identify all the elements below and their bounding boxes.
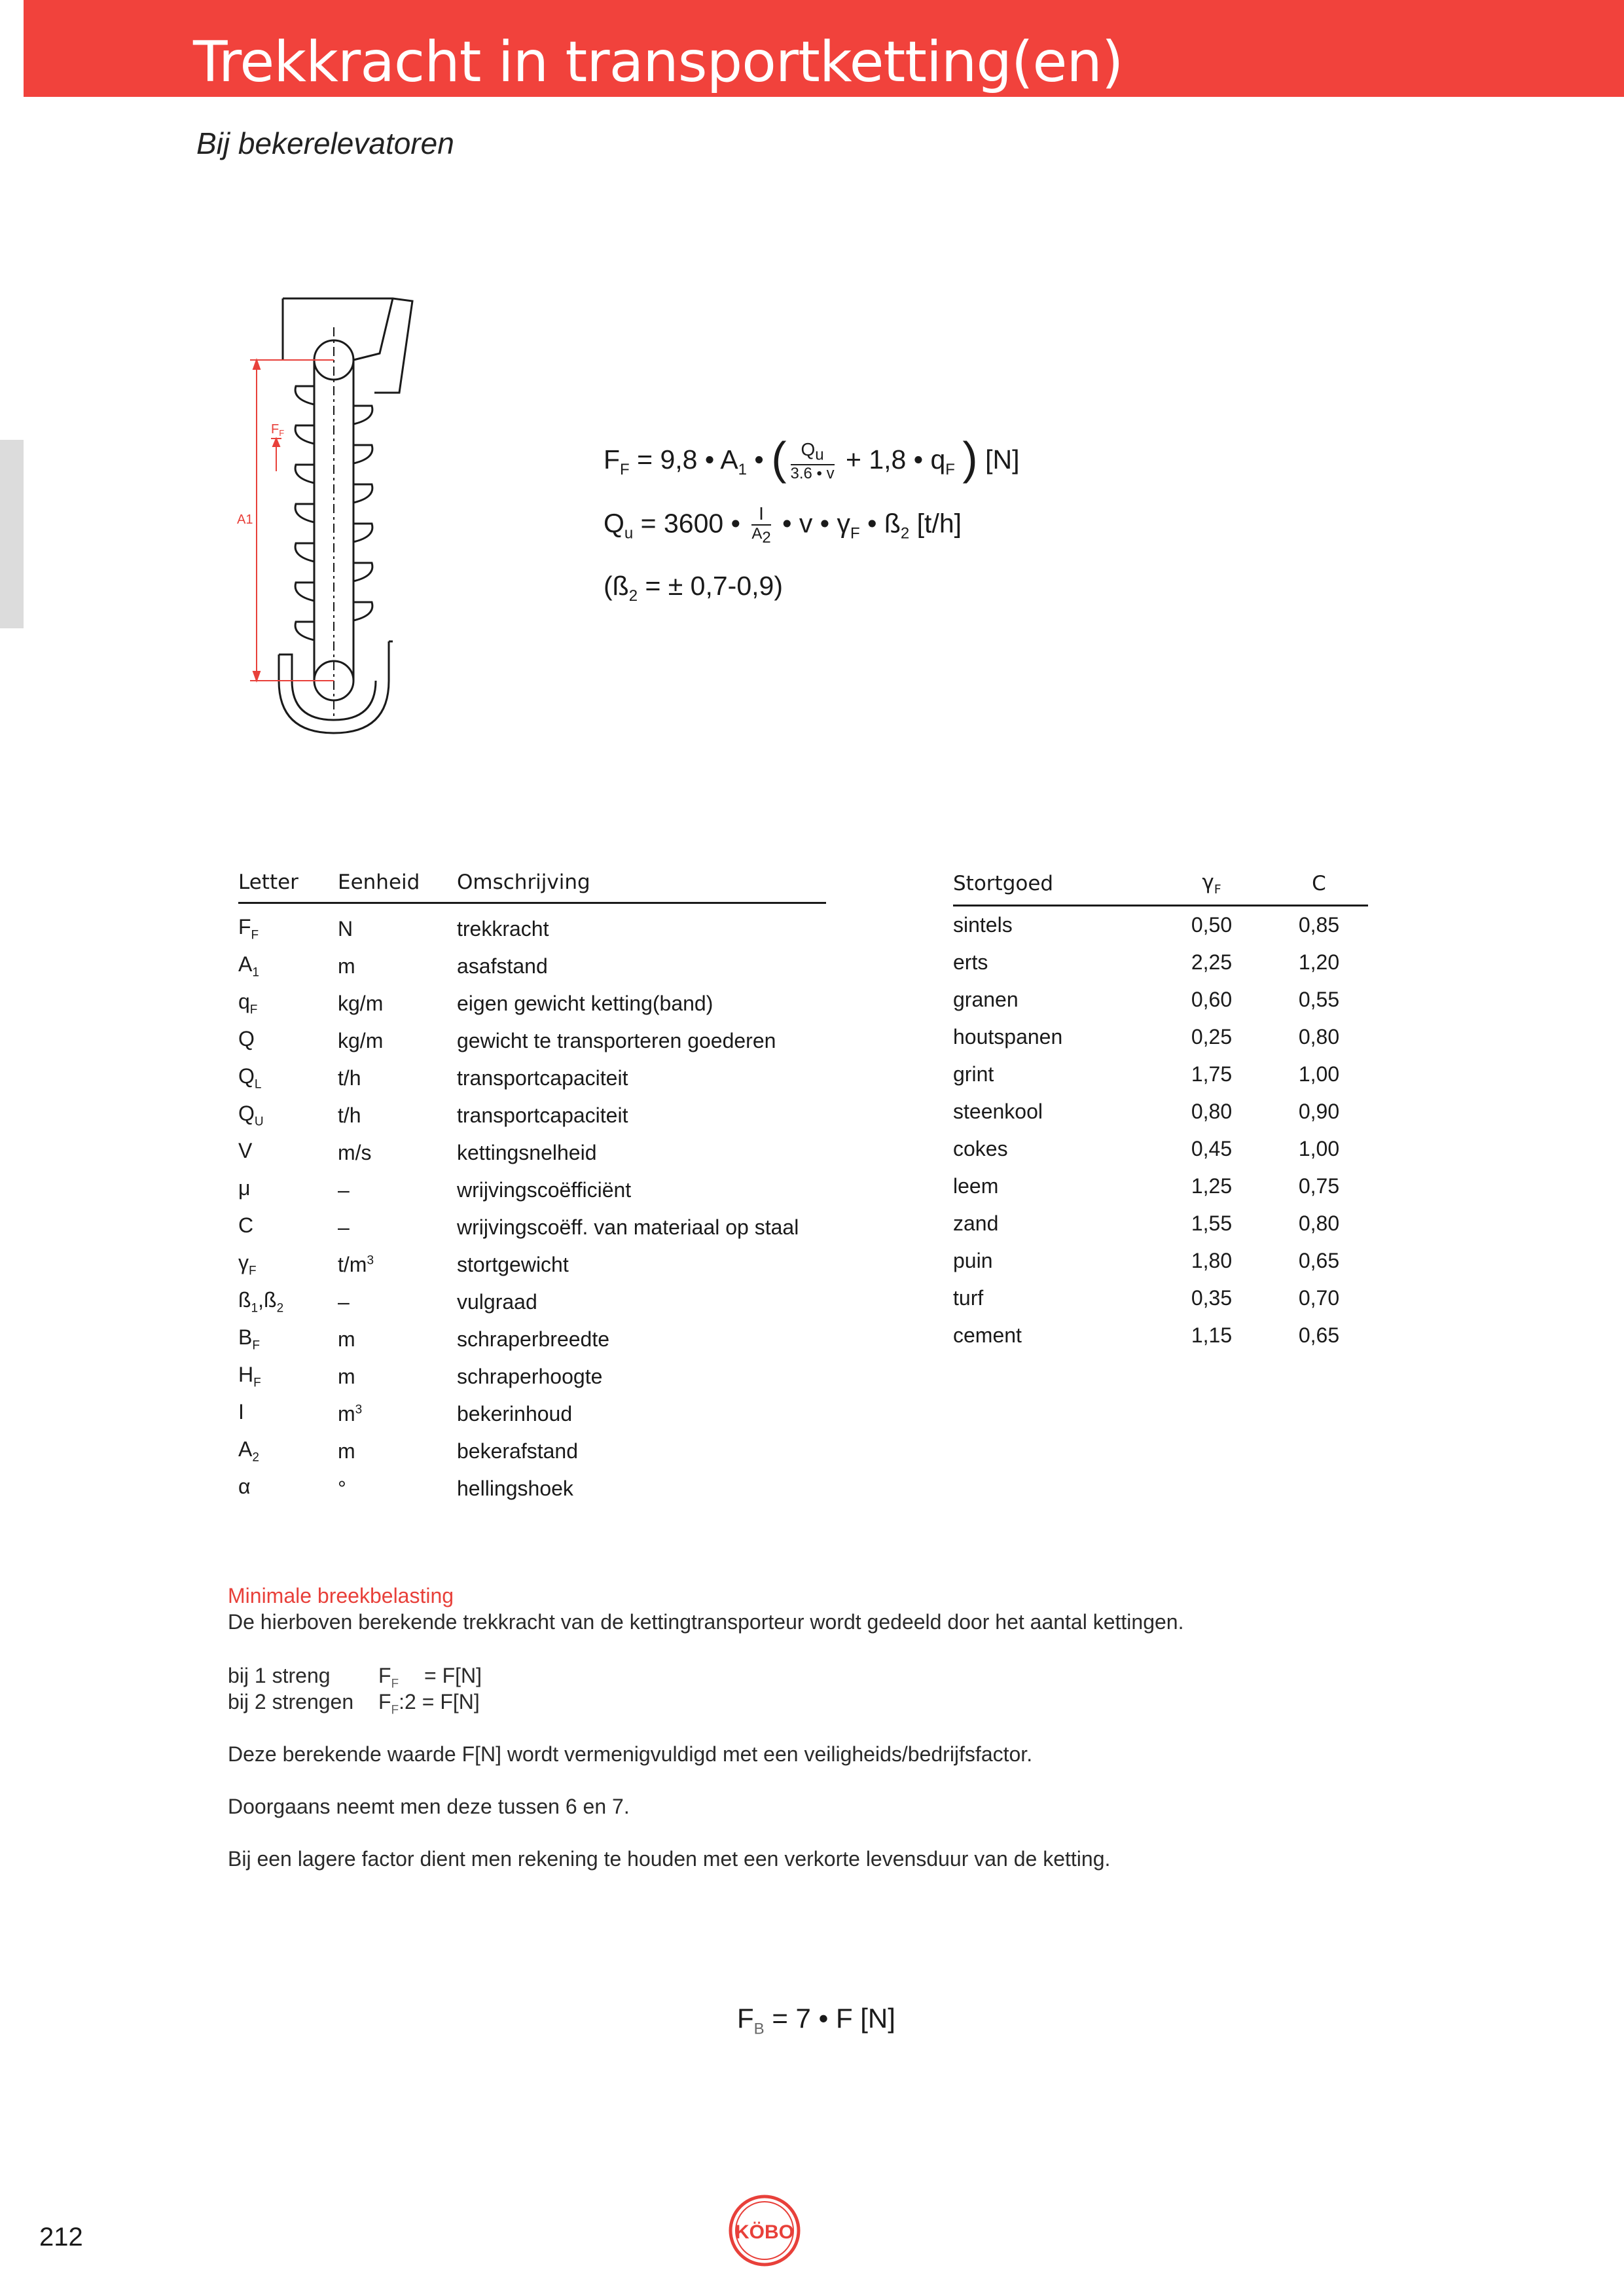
gamma-cell: 1,75 bbox=[1191, 1062, 1233, 1086]
double-strand-line: bij 2 strengen $F_F:2 = F[N]$ bbox=[228, 1690, 480, 1717]
materials-table bbox=[953, 870, 1368, 1354]
ff-label: $F_F$ bbox=[271, 422, 285, 438]
material-cell: cokes bbox=[953, 1137, 1008, 1161]
letter-cell: $B_F$ bbox=[238, 1325, 260, 1353]
breaking-load-formula: $F_B = 7$ • F [N] bbox=[737, 2003, 895, 2038]
description-cell: bekerinhoud bbox=[457, 1402, 573, 1426]
section-title: Minimale breekbelasting bbox=[228, 1584, 454, 1607]
a1-label: A1 bbox=[237, 512, 253, 527]
table-row bbox=[953, 1317, 1368, 1354]
table-row bbox=[953, 944, 1368, 981]
description-cell: schraperbreedte bbox=[457, 1327, 610, 1351]
table-row bbox=[238, 1246, 826, 1283]
unit-cell: – bbox=[338, 1290, 350, 1314]
unit-cell: t/h bbox=[338, 1066, 361, 1090]
letter-cell: $ß_1,ß_2$ bbox=[238, 1288, 284, 1316]
table-row bbox=[238, 1321, 826, 1358]
gamma-cell: 0,35 bbox=[1191, 1286, 1233, 1310]
gamma-cell: 0,50 bbox=[1191, 913, 1233, 937]
buckets-left bbox=[295, 386, 314, 640]
material-cell: granen bbox=[953, 988, 1019, 1012]
table-row bbox=[238, 1097, 826, 1134]
gamma-cell: 1,15 bbox=[1191, 1323, 1233, 1348]
buckets-right bbox=[353, 406, 372, 620]
unit-cell: m bbox=[338, 954, 355, 978]
letter-cell: Q bbox=[238, 1027, 255, 1051]
unit-cell: kg/m bbox=[338, 992, 384, 1015]
column-header: Stortgoed bbox=[953, 870, 1153, 906]
table-row bbox=[953, 1130, 1368, 1168]
unit-cell: – bbox=[338, 1215, 350, 1239]
letter-cell: $F_F$ bbox=[238, 915, 259, 942]
single-strand-line: bij 1 streng $F_F = F[N]$ bbox=[228, 1664, 482, 1691]
material-cell: grint bbox=[953, 1062, 994, 1086]
description-cell: stortgewicht bbox=[457, 1253, 569, 1276]
material-cell: zand bbox=[953, 1211, 999, 1236]
gamma-cell: 1,55 bbox=[1191, 1211, 1233, 1236]
unit-cell: m bbox=[338, 1439, 355, 1463]
gamma-cell: 2,25 bbox=[1191, 950, 1233, 975]
letter-cell: α bbox=[238, 1475, 251, 1499]
unit-cell: m bbox=[338, 1365, 355, 1388]
unit-cell: m bbox=[338, 1327, 355, 1351]
column-header: Omschrijving bbox=[457, 870, 826, 903]
table-row bbox=[238, 1470, 826, 1507]
column-header: Letter bbox=[238, 870, 338, 903]
description-cell: transportcapaciteit bbox=[457, 1066, 628, 1090]
description-cell: transportcapaciteit bbox=[457, 1103, 628, 1127]
column-header: Eenheid bbox=[338, 870, 457, 903]
table-row bbox=[953, 1018, 1368, 1056]
materials-table-header bbox=[953, 870, 1368, 906]
table-row bbox=[238, 1283, 826, 1321]
description-cell: wrijvingscoëff. van materiaal op staal bbox=[457, 1215, 799, 1239]
page-title: Trekkracht in transportketting(en) bbox=[193, 29, 1123, 95]
gamma-cell: 0,80 bbox=[1191, 1100, 1233, 1124]
c-cell: 0,65 bbox=[1298, 1323, 1340, 1348]
letter-cell: I bbox=[238, 1400, 244, 1424]
description-cell: hellingshoek bbox=[457, 1477, 573, 1500]
description-cell: kettingsnelheid bbox=[457, 1141, 597, 1164]
paragraph: Deze berekende waarde F[N] wordt vermenigvuldigd met een veiligheids/bedrijfsfactor. bbox=[228, 1742, 1033, 1766]
material-cell: puin bbox=[953, 1249, 993, 1273]
table-row bbox=[238, 1358, 826, 1395]
c-cell: 0,65 bbox=[1298, 1249, 1340, 1273]
table-row bbox=[238, 1022, 826, 1060]
section-intro: De hierboven berekende trekkracht van de kettingtransporteur wordt gedeeld door het aantal kettingen. bbox=[228, 1610, 1184, 1634]
gamma-cell: 1,80 bbox=[1191, 1249, 1233, 1273]
column-header: C bbox=[1270, 870, 1368, 906]
letter-cell: C bbox=[238, 1213, 254, 1238]
material-cell: turf bbox=[953, 1286, 984, 1310]
page-number: 212 bbox=[39, 2223, 83, 2251]
material-cell: erts bbox=[953, 950, 988, 975]
pull-force-formula: $F_F = 9,8$ • $A_1$ • ( $\frac{Q_u}{3.6 • v}$ + 1,8 • $q_F$ ) [N] bbox=[604, 433, 1020, 484]
unit-cell: $m^3$ bbox=[338, 1402, 363, 1426]
c-cell: 0,85 bbox=[1298, 913, 1340, 937]
table-row bbox=[953, 906, 1368, 944]
fill-degree-note: ($ß_2$ = ± 0,7-0,9) bbox=[604, 571, 783, 605]
unit-cell: kg/m bbox=[338, 1029, 384, 1052]
description-cell: schraperhoogte bbox=[457, 1365, 603, 1388]
table-row bbox=[238, 985, 826, 1022]
gamma-cell: 0,60 bbox=[1191, 988, 1233, 1012]
unit-cell: N bbox=[338, 917, 353, 941]
unit-cell: m/s bbox=[338, 1141, 372, 1164]
c-cell: 0,70 bbox=[1298, 1286, 1340, 1310]
capacity-formula: $Q_u = 3600$ • $\frac{I}{A_2}$ • v • $\gamma_F$ • $ß_2$ [t/h] bbox=[604, 503, 962, 547]
letter-cell: $Q_L$ bbox=[238, 1064, 262, 1092]
side-tab bbox=[0, 440, 24, 628]
letter-cell: $H_F$ bbox=[238, 1363, 261, 1390]
table-row bbox=[953, 1093, 1368, 1130]
table-row bbox=[953, 981, 1368, 1018]
bucket-elevator-diagram bbox=[236, 288, 432, 746]
letter-cell: $q_F$ bbox=[238, 990, 258, 1017]
letter-cell: V bbox=[238, 1139, 253, 1163]
table-row bbox=[953, 1168, 1368, 1205]
a1-dimension bbox=[250, 360, 334, 681]
material-cell: leem bbox=[953, 1174, 999, 1198]
c-cell: 0,55 bbox=[1298, 988, 1340, 1012]
table-row bbox=[238, 1134, 826, 1172]
material-cell: houtspanen bbox=[953, 1025, 1063, 1049]
letter-cell: $A_1$ bbox=[238, 952, 259, 980]
table-row bbox=[238, 1395, 826, 1433]
symbols-table-header bbox=[238, 870, 826, 903]
table-row bbox=[238, 1433, 826, 1470]
paragraph: Bij een lagere factor dient men rekening te houden met een verkorte levensduur van de ketting. bbox=[228, 1847, 1111, 1871]
letter-cell: $Q_U$ bbox=[238, 1102, 264, 1129]
c-cell: 1,00 bbox=[1298, 1062, 1340, 1086]
unit-cell: ° bbox=[338, 1477, 346, 1500]
table-row bbox=[238, 948, 826, 985]
unit-cell: – bbox=[338, 1178, 350, 1202]
description-cell: wrijvingscoëfficiënt bbox=[457, 1178, 632, 1202]
gamma-cell: 0,25 bbox=[1191, 1025, 1233, 1049]
svg-text:KÖBO: KÖBO bbox=[735, 2221, 794, 2243]
symbols-table bbox=[238, 870, 826, 1507]
gamma-cell: 0,45 bbox=[1191, 1137, 1233, 1161]
paragraph: Doorgaans neemt men deze tussen 6 en 7. bbox=[228, 1795, 630, 1818]
gamma-cell: 1,25 bbox=[1191, 1174, 1233, 1198]
page-subtitle: Bij bekerelevatoren bbox=[196, 126, 454, 160]
description-cell: eigen gewicht ketting(band) bbox=[457, 992, 713, 1015]
description-cell: trekkracht bbox=[457, 917, 549, 941]
unit-cell: t/h bbox=[338, 1103, 361, 1127]
c-cell: 0,75 bbox=[1298, 1174, 1340, 1198]
table-row bbox=[953, 1280, 1368, 1317]
material-cell: steenkool bbox=[953, 1100, 1043, 1124]
material-cell: cement bbox=[953, 1323, 1022, 1348]
discharge-chute bbox=[353, 298, 393, 360]
letter-cell: $\gamma_F$ bbox=[238, 1251, 257, 1278]
material-cell: sintels bbox=[953, 913, 1013, 937]
column-header: $\gamma_F$ bbox=[1153, 870, 1270, 906]
table-row bbox=[238, 1060, 826, 1097]
description-cell: gewicht te transporteren goederen bbox=[457, 1029, 776, 1052]
kobo-logo bbox=[728, 2194, 801, 2267]
c-cell: 0,80 bbox=[1298, 1211, 1340, 1236]
letter-cell: $A_2$ bbox=[238, 1437, 259, 1465]
letter-cell: μ bbox=[238, 1176, 251, 1200]
unit-cell: $t/m^3$ bbox=[338, 1253, 374, 1276]
table-row bbox=[238, 1172, 826, 1209]
description-cell: bekerafstand bbox=[457, 1439, 579, 1463]
table-row bbox=[238, 1209, 826, 1246]
table-row bbox=[953, 1056, 1368, 1093]
table-row bbox=[953, 1205, 1368, 1242]
c-cell: 1,20 bbox=[1298, 950, 1340, 975]
table-row bbox=[238, 903, 826, 948]
c-cell: 0,80 bbox=[1298, 1025, 1340, 1049]
c-cell: 1,00 bbox=[1298, 1137, 1340, 1161]
c-cell: 0,90 bbox=[1298, 1100, 1340, 1124]
description-cell: asafstand bbox=[457, 954, 548, 978]
table-row bbox=[953, 1242, 1368, 1280]
description-cell: vulgraad bbox=[457, 1290, 537, 1314]
